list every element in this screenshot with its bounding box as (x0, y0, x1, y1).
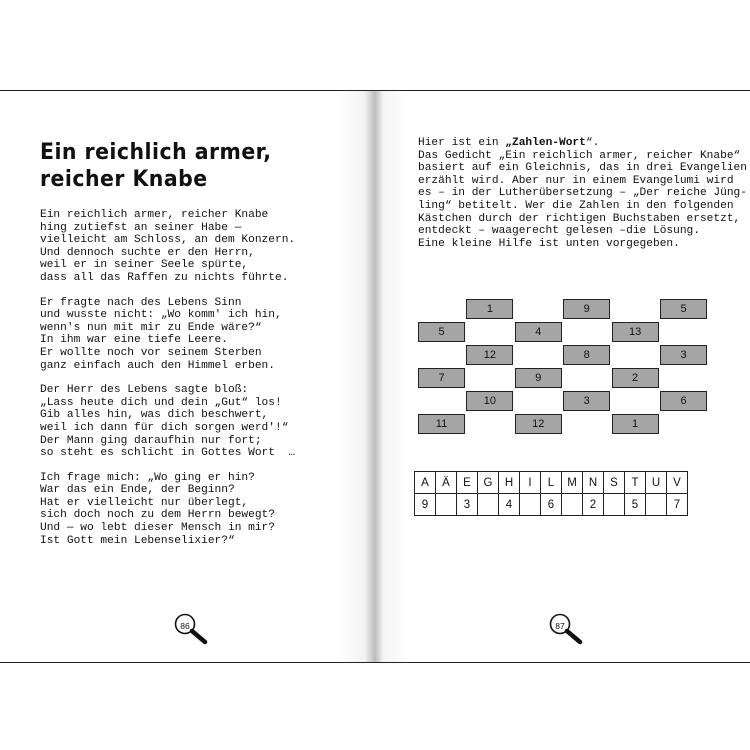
key-number: 4 (499, 494, 520, 516)
grid-cell: 12 (515, 414, 562, 434)
poem-line: wenn's nun mit mir zu Ende wäre?“ (40, 321, 262, 334)
key-number: 6 (541, 494, 562, 516)
intro-line: entdeckt – waagerecht gelesen –die Lösung. (418, 225, 700, 238)
grid-cell: 3 (660, 345, 707, 365)
poem-line: dass all das Raffen zu nichts führte. (40, 271, 289, 284)
key-number (562, 494, 583, 516)
key-number (646, 494, 667, 516)
poem-line: vielleicht am Schloss, an dem Konzern. (40, 234, 296, 247)
grid-cell: 6 (660, 391, 707, 411)
key-letter: N (583, 472, 604, 494)
key-letter-row (415, 472, 688, 494)
grid-cell: 12 (466, 345, 513, 365)
key-letter: Ä (436, 472, 457, 494)
poem-line: Und — wo lebt dieser Mensch in mir? (40, 522, 275, 535)
key-letter: L (541, 472, 562, 494)
key-number (478, 494, 499, 516)
poem-body (40, 209, 360, 559)
page-number-label: 87 (555, 621, 565, 631)
intro-suffix: “. (585, 137, 600, 149)
key-letter: G (478, 472, 499, 494)
poem-title (40, 139, 271, 193)
key-number: 2 (583, 494, 604, 516)
key-number-row (415, 494, 688, 516)
grid-cell: 9 (563, 299, 610, 319)
poem-stanza (40, 472, 360, 548)
intro-line: es – in der Lutherübersetzung – „Der reiche Jüng- (418, 187, 747, 200)
grid-cell: 8 (563, 345, 610, 365)
intro-line: Kästchen durch der richtigen Buchstaben ersetzt, (418, 212, 741, 225)
intro-line: basiert auf ein Gleichnis, das in drei Evangelien (418, 162, 747, 175)
grid-cell: 1 (466, 299, 513, 319)
key-number (604, 494, 625, 516)
key-number: 5 (625, 494, 646, 516)
poem-line: In ihm war eine tiefe Leere. (40, 334, 228, 347)
poem-line: Ich frage mich: „Wo ging er hin? (40, 471, 255, 484)
poem-line: Er fragte nach des Lebens Sinn (40, 296, 242, 309)
number-grid (375, 91, 750, 662)
grid-cell: 4 (515, 322, 562, 342)
poem-line: so steht es schlicht in Gottes Wort … (40, 447, 296, 460)
poem-line: „Lass heute dich und dein „Gut“ los! (40, 396, 282, 409)
poem-stanza (40, 297, 360, 373)
grid-cell: 9 (515, 368, 562, 388)
page-number-86 (174, 613, 216, 645)
right-page (375, 91, 750, 662)
page-number-label: 86 (180, 621, 190, 631)
poem-line: weil ich dann für dich sorgen werd'!“ (40, 421, 289, 434)
intro-prefix: Hier ist ein (418, 137, 506, 149)
grid-cell: 10 (466, 391, 513, 411)
grid-cell: 1 (612, 414, 659, 434)
grid-cell: 2 (612, 368, 659, 388)
grid-cell: 5 (418, 322, 465, 342)
left-page (0, 91, 370, 662)
intro-line: ling“ betitelt. Wer die Zahlen in den folgenden (418, 199, 734, 212)
grid-cell: 13 (612, 322, 659, 342)
key-number: 7 (667, 494, 688, 516)
key-letter: I (520, 472, 541, 494)
intro-line: erzählt wird. Aber nur in einem Evangelumi wird (418, 174, 734, 187)
grid-cell: 7 (418, 368, 465, 388)
grid-cell: 5 (660, 299, 707, 319)
poem-line: Ein reichlich armer, reicher Knabe (40, 209, 269, 221)
key-letter: M (562, 472, 583, 494)
key-number (436, 494, 457, 516)
key-letter: S (604, 472, 625, 494)
poem-line: Der Mann ging daraufhin nur fort; (40, 434, 262, 447)
intro-line: Eine kleine Hilfe ist unten vorgegeben. (418, 237, 680, 250)
key-letter: A (415, 472, 436, 494)
poem-line: Hat er vielleicht nur überlegt, (40, 496, 249, 509)
key-letter: H (499, 472, 520, 494)
poem-line: Ist Gott mein Lebenselixier?“ (40, 534, 235, 547)
key-letter: T (625, 472, 646, 494)
key-number: 9 (415, 494, 436, 516)
poem-title-line: reicher Knabe (40, 167, 208, 192)
poem-line: weil er in seiner Seele spürte, (40, 259, 249, 272)
page-number-87 (549, 613, 591, 645)
poem-line: Gib alles hin, was dich beschwert, (40, 409, 269, 422)
poem-line: Der Herr des Lebens sagte bloß: (40, 384, 249, 397)
poem-line: Er wollte noch vor seinem Sterben (40, 346, 262, 359)
key-number: 3 (457, 494, 478, 516)
key-letter: E (457, 472, 478, 494)
poem-line: ganz einfach auch den Himmel erben. (40, 359, 275, 372)
poem-line: sich doch noch zu dem Herrn bewegt? (40, 509, 275, 522)
open-book (0, 90, 750, 663)
poem-line: Und dennoch suchte er den Herrn, (40, 246, 255, 259)
poem-line: hing zutiefst an seiner Habe — (40, 221, 242, 234)
key-letter: V (667, 472, 688, 494)
grid-cell: 11 (418, 414, 465, 434)
key-number (520, 494, 541, 516)
poem-line: War das ein Ende, der Beginn? (40, 484, 235, 497)
key-letter: U (646, 472, 667, 494)
intro-line: Das Gedicht „Ein reichlich armer, reicher Knabe“ (418, 149, 741, 162)
poem-stanza (40, 384, 360, 460)
grid-cell: 3 (563, 391, 610, 411)
intro-bold: „Zahlen-Wort (505, 137, 586, 149)
poem-line: und wusste nicht: „Wo komm' ich hin, (40, 309, 282, 322)
poem-title-line: Ein reichlich armer, (40, 140, 272, 165)
letter-key-table (414, 471, 688, 516)
poem-stanza (40, 209, 360, 285)
